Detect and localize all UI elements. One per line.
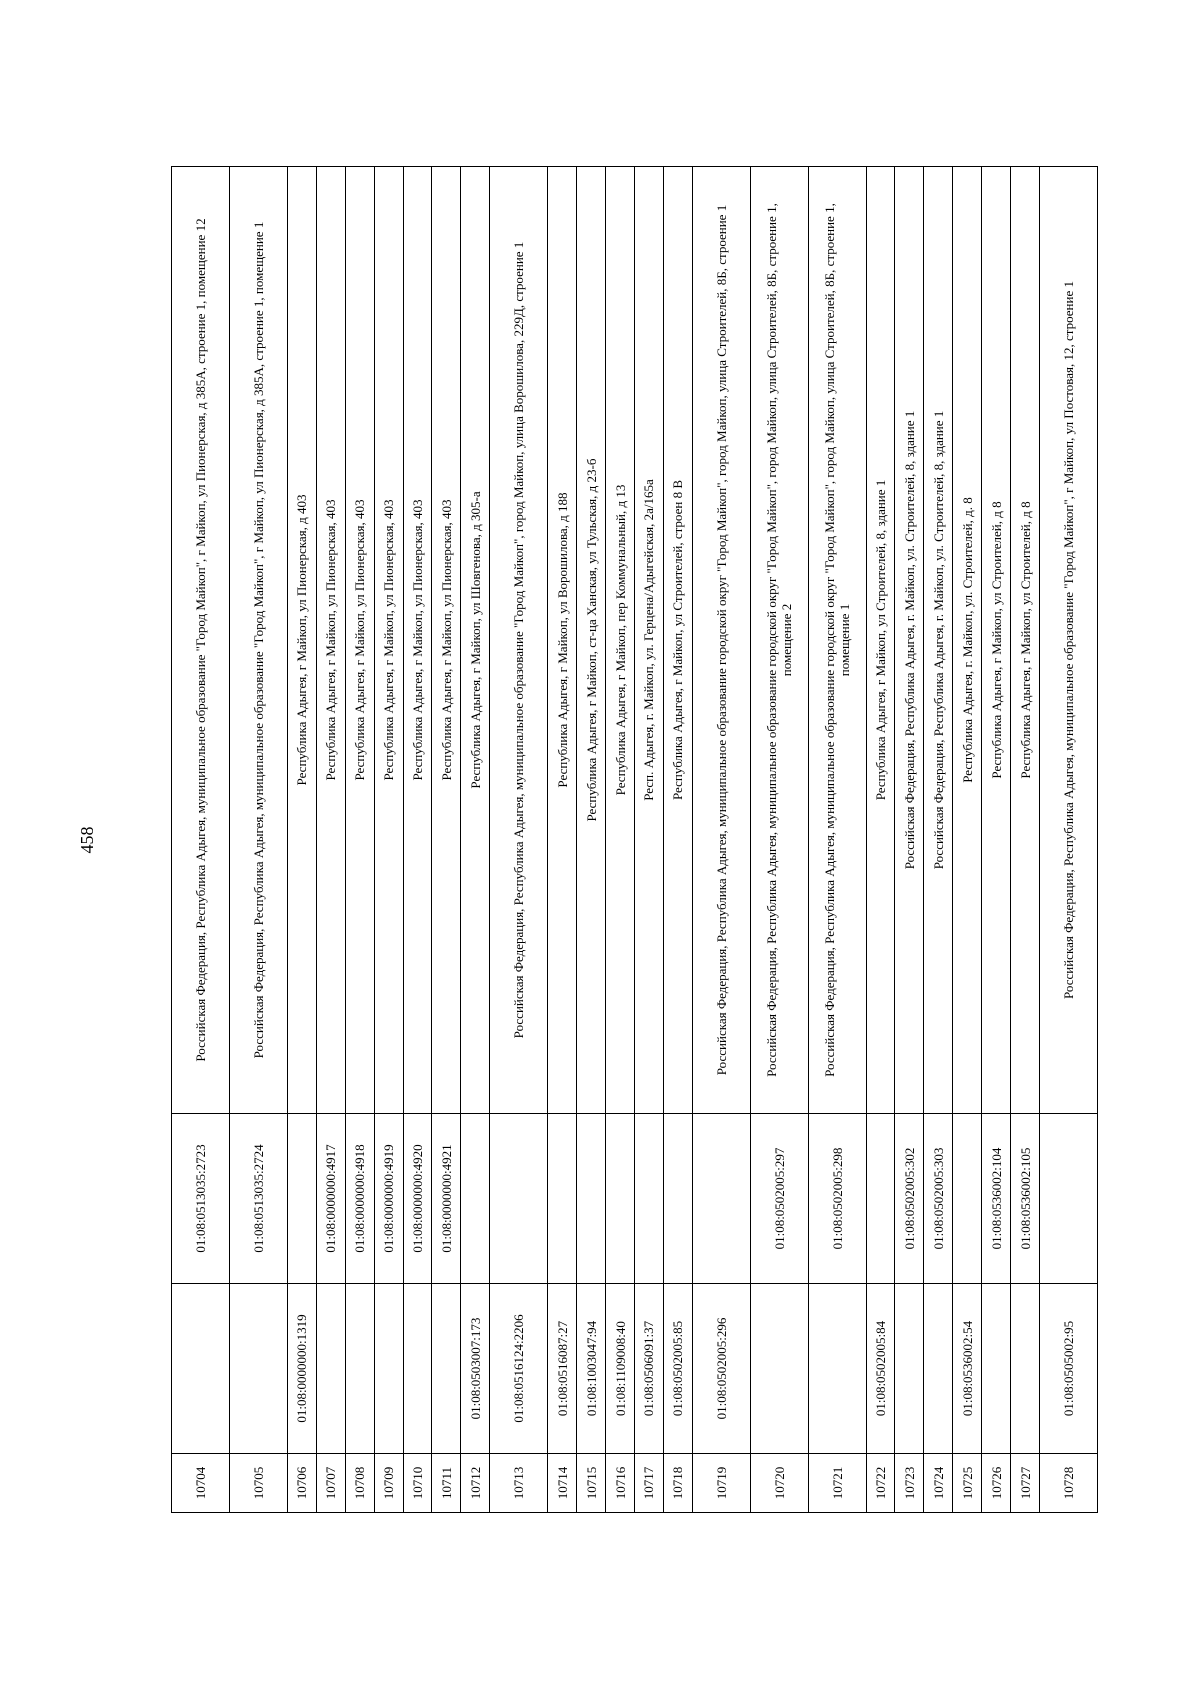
- land-cadastral-number: [345, 1284, 374, 1454]
- building-cadastral-number: 01:08:0000000:4919: [374, 1114, 403, 1284]
- row-number: 10725: [953, 1454, 982, 1513]
- table-row: [953, 167, 982, 1513]
- table-row: [924, 167, 953, 1513]
- row-number: 10706: [287, 1454, 316, 1513]
- page-number: 458: [77, 826, 97, 854]
- address: Республика Адыгея, г Майкоп, ул Пионерская, 403: [345, 167, 374, 1114]
- land-cadastral-number: [172, 1284, 230, 1454]
- row-number: 10704: [172, 1454, 230, 1513]
- row-number: 10726: [982, 1454, 1011, 1513]
- land-cadastral-number: 01:08:0506091:37: [635, 1284, 664, 1454]
- address: Республика Адыгея, г Майкоп, ул Строителей, 8, здание 1: [866, 167, 895, 1114]
- building-cadastral-number: 01:08:0502005:298: [808, 1114, 866, 1284]
- address: Республика Адыгея, г Майкоп, ул Пионерская, д 403: [287, 167, 316, 1114]
- building-cadastral-number: [663, 1114, 692, 1284]
- land-cadastral-number: 01:08:0502005:84: [866, 1284, 895, 1454]
- land-cadastral-number: [895, 1284, 924, 1454]
- building-cadastral-number: 01:08:0536002:105: [1011, 1114, 1040, 1284]
- row-number: 10717: [635, 1454, 664, 1513]
- registry-table-body: [172, 167, 1098, 1513]
- address: Российская Федерация, Республика Адыгея, муниципальное образование "Город Майкоп", г Майкоп, ул Пионерская, д 385А, строение 1, помещение 1: [229, 167, 287, 1114]
- address: Республика Адыгея, г Майкоп, ул Строителей, д 8: [982, 167, 1011, 1114]
- table-row: [606, 167, 635, 1513]
- row-number: 10712: [461, 1454, 490, 1513]
- land-cadastral-number: 01:08:0516087:27: [548, 1284, 577, 1454]
- table-row: [635, 167, 664, 1513]
- address: Республика Адыгея, г Майкоп, ул Шовгенова, д 305-а: [461, 167, 490, 1114]
- land-cadastral-number: 01:08:0516124:2206: [490, 1284, 548, 1454]
- row-number: 10713: [490, 1454, 548, 1513]
- land-cadastral-number: 01:08:0502005:85: [663, 1284, 692, 1454]
- table-row: [1040, 167, 1098, 1513]
- row-number: 10728: [1040, 1454, 1098, 1513]
- address: Республика Адыгея, г Майкоп, ул Пионерская, 403: [316, 167, 345, 1114]
- land-cadastral-number: 01:08:1109008:40: [606, 1284, 635, 1454]
- address: Республика Адыгея, г Майкоп, ст-ца Ханская, ул Тульская, д 23-б: [577, 167, 606, 1114]
- building-cadastral-number: [548, 1114, 577, 1284]
- row-number: 10723: [895, 1454, 924, 1513]
- table-row: [374, 167, 403, 1513]
- address: Российская Федерация, Республика Адыгея, муниципальное образование "Город Майкоп", г Майкоп, ул Постовая, 12, строение 1: [1040, 167, 1098, 1114]
- table-row: [403, 167, 432, 1513]
- row-number: 10721: [808, 1454, 866, 1513]
- land-cadastral-number: [403, 1284, 432, 1454]
- building-cadastral-number: [953, 1114, 982, 1284]
- land-cadastral-number: 01:08:0000000:1319: [287, 1284, 316, 1454]
- building-cadastral-number: 01:08:0000000:4920: [403, 1114, 432, 1284]
- building-cadastral-number: 01:08:0000000:4917: [316, 1114, 345, 1284]
- row-number: 10715: [577, 1454, 606, 1513]
- table-row: [432, 167, 461, 1513]
- building-cadastral-number: 01:08:0000000:4921: [432, 1114, 461, 1284]
- land-cadastral-number: [808, 1284, 866, 1454]
- row-number: 10708: [345, 1454, 374, 1513]
- row-number: 10722: [866, 1454, 895, 1513]
- address: Российская Федерация, Республика Адыгея, г. Майкоп, ул. Строителей, 8, здание 1: [924, 167, 953, 1114]
- table-row: [287, 167, 316, 1513]
- address: Республика Адыгея, г. Майкоп, ул. Строителей, д. 8: [953, 167, 982, 1114]
- land-cadastral-number: [1011, 1284, 1040, 1454]
- row-number: 10709: [374, 1454, 403, 1513]
- table-row: [982, 167, 1011, 1513]
- address: Республика Адыгея, г Майкоп, пер Коммунальный, д 13: [606, 167, 635, 1114]
- table-row: [577, 167, 606, 1513]
- land-cadastral-number: [982, 1284, 1011, 1454]
- address: Республика Адыгея, г Майкоп, ул Пионерская, 403: [374, 167, 403, 1114]
- table-row: [1011, 167, 1040, 1513]
- land-cadastral-number: [316, 1284, 345, 1454]
- table-row: [548, 167, 577, 1513]
- land-cadastral-number: 01:08:0536002:54: [953, 1284, 982, 1454]
- table-row: [172, 167, 230, 1513]
- land-cadastral-number: [432, 1284, 461, 1454]
- row-number: 10720: [750, 1454, 808, 1513]
- table-row: [750, 167, 808, 1513]
- building-cadastral-number: [606, 1114, 635, 1284]
- row-number: 10716: [606, 1454, 635, 1513]
- row-number: 10724: [924, 1454, 953, 1513]
- address: Российская Федерация, Республика Адыгея, муниципальное образование городской округ "Город Майкоп", город Майкоп, улица Строителей, 8Б, строение 1: [692, 167, 750, 1114]
- building-cadastral-number: [635, 1114, 664, 1284]
- table-row: [692, 167, 750, 1513]
- land-cadastral-number: [924, 1284, 953, 1454]
- building-cadastral-number: 01:08:0513035:2723: [172, 1114, 230, 1284]
- building-cadastral-number: [461, 1114, 490, 1284]
- table-row: [808, 167, 866, 1513]
- row-number: 10705: [229, 1454, 287, 1513]
- building-cadastral-number: 01:08:0513035:2724: [229, 1114, 287, 1284]
- table-row: [895, 167, 924, 1513]
- row-number: 10714: [548, 1454, 577, 1513]
- row-number: 10719: [692, 1454, 750, 1513]
- land-cadastral-number: [374, 1284, 403, 1454]
- land-cadastral-number: 01:08:0503007:173: [461, 1284, 490, 1454]
- land-cadastral-number: [750, 1284, 808, 1454]
- address: Республика Адыгея, г Майкоп, ул Пионерская, 403: [432, 167, 461, 1114]
- land-cadastral-number: 01:08:0502005:296: [692, 1284, 750, 1454]
- registry-table-wrapper: [171, 166, 1097, 1513]
- address: Республика Адыгея, г Майкоп, ул Пионерская, 403: [403, 167, 432, 1114]
- table-row: [316, 167, 345, 1513]
- address: Российская Федерация, Республика Адыгея, муниципальное образование городской округ "Город Майкоп", город Майкоп, улица Строителей, 8Б, строение 1, помещение 2: [750, 167, 808, 1114]
- registry-table: [171, 166, 1098, 1513]
- building-cadastral-number: 01:08:0536002:104: [982, 1114, 1011, 1284]
- address: Республика Адыгея, г Майкоп, ул Ворошилова, д 188: [548, 167, 577, 1114]
- building-cadastral-number: 01:08:0502005:297: [750, 1114, 808, 1284]
- row-number: 10727: [1011, 1454, 1040, 1513]
- address: Российская Федерация, Республика Адыгея, муниципальное образование городской округ "Город Майкоп", город Майкоп, улица Строителей, 8Б, строение 1, помещение 1: [808, 167, 866, 1114]
- building-cadastral-number: 01:08:0000000:4918: [345, 1114, 374, 1284]
- table-row: [461, 167, 490, 1513]
- row-number: 10711: [432, 1454, 461, 1513]
- address: Российская Федерация, Республика Адыгея, г. Майкоп, ул. Строителей, 8, здание 1: [895, 167, 924, 1114]
- row-number: 10718: [663, 1454, 692, 1513]
- row-number: 10710: [403, 1454, 432, 1513]
- table-row: [345, 167, 374, 1513]
- building-cadastral-number: [1040, 1114, 1098, 1284]
- address: Респ. Адыгея, г. Майкоп, ул. Герцена/Адыгейская, 2а/165а: [635, 167, 664, 1114]
- address: Российская Федерация, Республика Адыгея, муниципальное образование "Город Майкоп", город Майкоп, улица Ворошилова, 229Д, строение 1: [490, 167, 548, 1114]
- building-cadastral-number: 01:08:0502005:303: [924, 1114, 953, 1284]
- row-number: 10707: [316, 1454, 345, 1513]
- land-cadastral-number: [229, 1284, 287, 1454]
- building-cadastral-number: 01:08:0502005:302: [895, 1114, 924, 1284]
- building-cadastral-number: [866, 1114, 895, 1284]
- address: Российская Федерация, Республика Адыгея, муниципальное образование "Город Майкоп", г Майкоп, ул Пионерская, д 385А, строение 1, помещение 12: [172, 167, 230, 1114]
- table-row: [663, 167, 692, 1513]
- table-row: [866, 167, 895, 1513]
- address: Республика Адыгея, г Майкоп, ул Строителей, строен 8 В: [663, 167, 692, 1114]
- building-cadastral-number: [287, 1114, 316, 1284]
- building-cadastral-number: [490, 1114, 548, 1284]
- land-cadastral-number: 01:08:0505002:95: [1040, 1284, 1098, 1454]
- land-cadastral-number: 01:08:1003047:94: [577, 1284, 606, 1454]
- table-row: [229, 167, 287, 1513]
- table-row: [490, 167, 548, 1513]
- address: Республика Адыгея, г Майкоп, ул Строителей, д 8: [1011, 167, 1040, 1114]
- building-cadastral-number: [692, 1114, 750, 1284]
- building-cadastral-number: [577, 1114, 606, 1284]
